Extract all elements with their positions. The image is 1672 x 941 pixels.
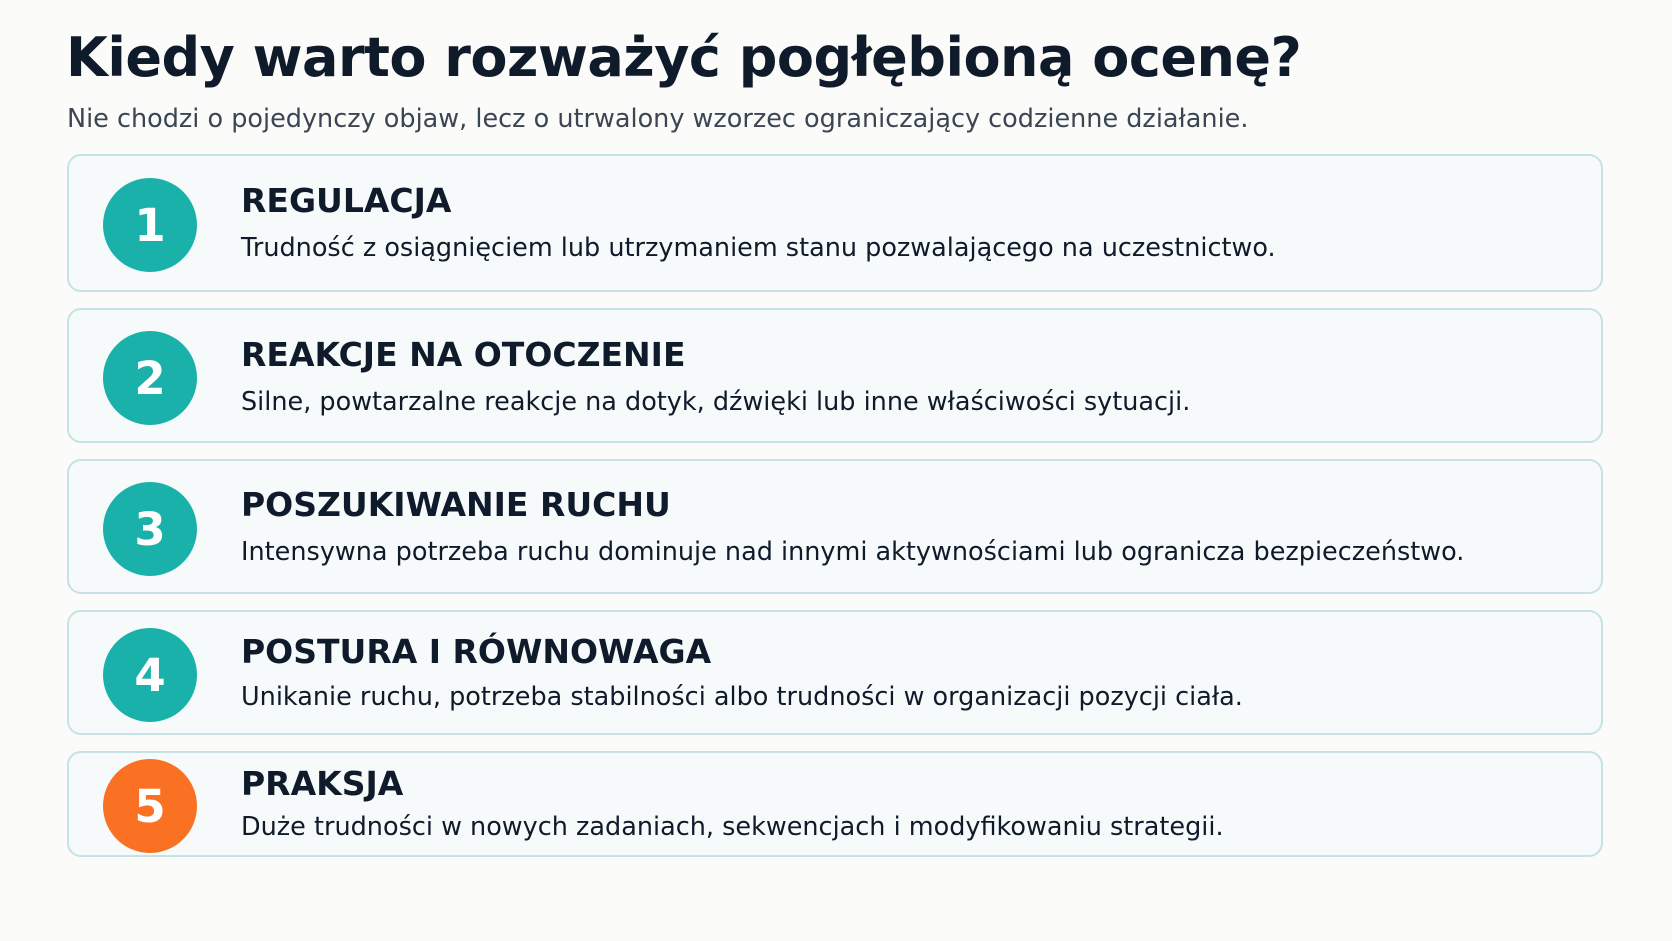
number-badge: 2 [103,331,197,425]
card-description: Unikanie ruchu, potrzeba stabilności albo trudności w organizacji pozycji ciała. [241,682,1243,712]
criteria-card-5 [67,751,1603,857]
number-badge: 1 [103,178,197,272]
page-subtitle: Nie chodzi o pojedynczy objaw, lecz o utrwalony wzorzec ograniczający codzienne działanie. [67,104,1249,134]
criteria-card-2 [67,308,1603,443]
card-description: Intensywna potrzeba ruchu dominuje nad innymi aktywnościami lub ogranicza bezpieczeństwo. [241,537,1465,567]
number-badge: 3 [103,482,197,576]
page-title: Kiedy warto rozważyć pogłębioną ocenę? [66,26,1302,89]
card-heading: REAKCJE NA OTOCZENIE [241,335,686,374]
card-heading: POSTURA I RÓWNOWAGA [241,632,712,671]
card-description: Trudność z osiągnięciem lub utrzymaniem stanu pozwalającego na uczestnictwo. [241,233,1276,263]
card-heading: POSZUKIWANIE RUCHU [241,485,671,524]
number-badge: 4 [103,628,197,722]
number-badge: 5 [103,759,197,853]
criteria-card-4 [67,610,1603,735]
card-heading: REGULACJA [241,181,452,220]
criteria-card-1 [67,154,1603,292]
card-heading: PRAKSJA [241,764,404,803]
card-description: Silne, powtarzalne reakcje na dotyk, dźwięki lub inne właściwości sytuacji. [241,387,1191,417]
card-description: Duże trudności w nowych zadaniach, sekwencjach i modyfikowaniu strategii. [241,812,1224,842]
criteria-card-3 [67,459,1603,594]
